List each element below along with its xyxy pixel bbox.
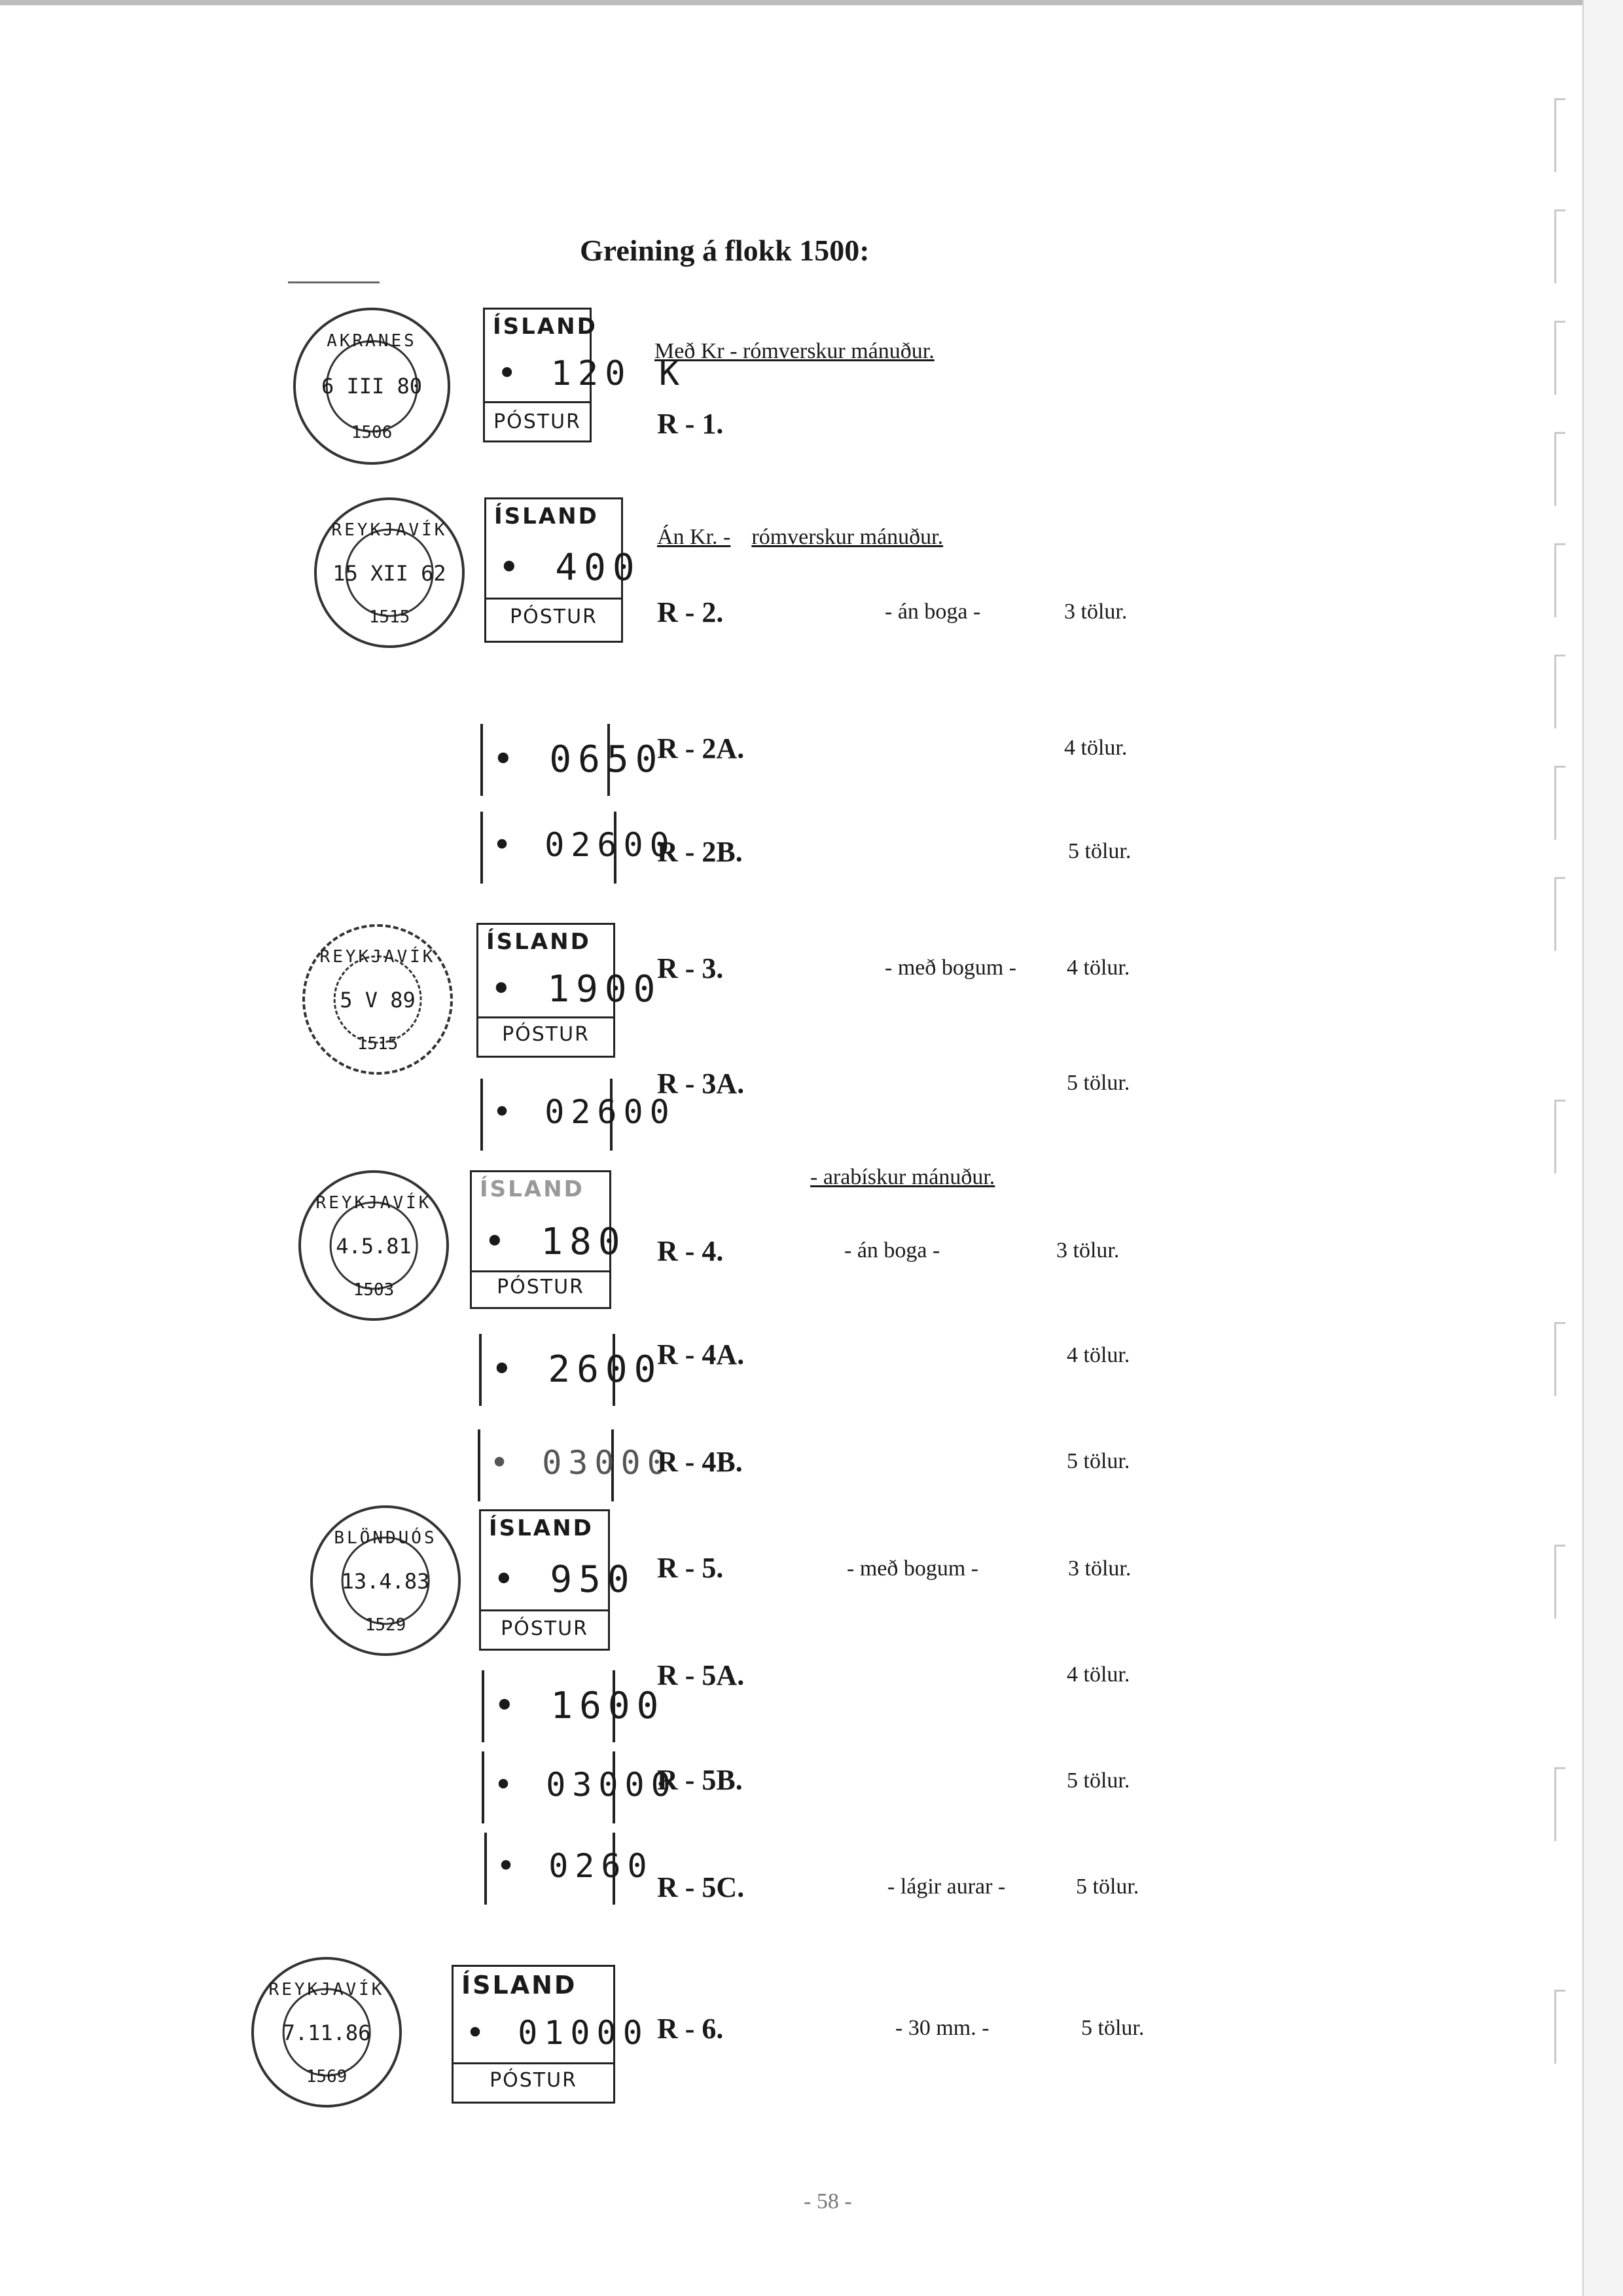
page-number: - 58 -	[804, 2189, 852, 2214]
row-detail: - án boga -	[844, 1238, 940, 1263]
row-label: R - 5C.	[657, 1871, 745, 1903]
postmark-town: REYKJAVÍK	[319, 947, 436, 967]
meter-country: ÍSLAND	[480, 1176, 584, 1202]
margin-bracket	[1554, 1545, 1565, 1619]
postmark-date: 4.5.81	[336, 1234, 412, 1259]
meter-country: ÍSLAND	[489, 1515, 594, 1541]
page-right-edge	[1582, 0, 1623, 2296]
meter-footer: PÓSTUR	[501, 1617, 588, 1640]
row-label: R - 2A.	[657, 732, 745, 764]
row-label: R - 5A.	[657, 1659, 745, 1691]
row-detail: - 30 mm. -	[895, 2016, 990, 2040]
postmark-date: 7.11.86	[282, 2020, 371, 2046]
meter-country: ÍSLAND	[486, 929, 591, 955]
postmark-code: 1569	[306, 2067, 348, 2087]
row-label: R - 6.	[657, 2013, 724, 2045]
value-strip-r3a	[480, 1079, 676, 1151]
row-detail: - án boga -	[885, 600, 981, 624]
heading-an-kr	[657, 525, 943, 550]
meter-stamp-r4	[470, 1170, 627, 1309]
meter-footer: PÓSTUR	[493, 410, 581, 433]
margin-bracket	[1554, 1322, 1565, 1396]
row-label: R - 4A.	[657, 1338, 745, 1371]
faint-rule	[288, 281, 380, 283]
row-count: 3 tölur.	[1056, 1238, 1120, 1263]
margin-bracket	[1554, 432, 1565, 506]
strip-value: • 03000	[490, 1444, 673, 1482]
heading-kr-roman: Með Kr - rómverskur mánuður.	[654, 339, 935, 363]
strip-value: • 1600	[493, 1685, 666, 1727]
meter-country: ÍSLAND	[494, 503, 599, 529]
value-strip-r5c	[484, 1833, 654, 1905]
meter-stamp-r5	[479, 1509, 636, 1651]
row-detail: - með bogum -	[847, 1556, 979, 1581]
strip-value: • 02600	[492, 1093, 676, 1131]
row-count: 5 tölur.	[1076, 1874, 1139, 1899]
postmark-akranes	[293, 308, 450, 465]
postmark-town: REYKJAVÍK	[331, 520, 448, 541]
row-detail: - lágir aurar -	[887, 1874, 1006, 1899]
postmark-reykjavik-30mm	[251, 1957, 402, 2108]
postmark-town: AKRANES	[327, 331, 417, 351]
meter-stamp-r3	[476, 923, 662, 1058]
row-label: R - 3.	[657, 952, 724, 984]
postmark-blonduos	[310, 1505, 461, 1656]
meter-footer: PÓSTUR	[510, 605, 597, 628]
margin-bracket	[1554, 1767, 1565, 1841]
meter-footer: PÓSTUR	[502, 1023, 590, 1046]
strip-value: • 03000	[493, 1766, 677, 1804]
row-label: R - 2.	[657, 596, 724, 628]
meter-footer: PÓSTUR	[497, 1276, 584, 1299]
meter-country: ÍSLAND	[493, 314, 597, 340]
postmark-town: BLÖNDUÓS	[334, 1528, 437, 1549]
value-strip-r4b	[478, 1429, 673, 1501]
postmark-reykjavik-faint	[302, 924, 453, 1075]
value-strip-r4a	[479, 1334, 663, 1406]
row-label: R - 3A.	[657, 1067, 745, 1100]
page-title: Greining á flokk 1500:	[580, 234, 870, 267]
value-strip-r2b	[480, 812, 676, 884]
meter-footer: PÓSTUR	[490, 2069, 577, 2092]
postmark-date: 6 III 80	[321, 374, 423, 399]
postmark-code: 1506	[351, 422, 393, 442]
postmark-code: 1503	[353, 1280, 395, 1300]
margin-bracket	[1554, 877, 1565, 951]
row-label: R - 2B.	[657, 836, 743, 868]
margin-bracket	[1554, 98, 1565, 172]
postmark-reykjavik	[314, 497, 465, 648]
row-count: 5 tölur.	[1067, 1768, 1130, 1793]
strip-value: • 2600	[491, 1348, 663, 1391]
meter-stamp-r2	[484, 497, 641, 643]
row-count: 3 tölur.	[1064, 600, 1128, 624]
row-label: R - 5B.	[657, 1764, 743, 1796]
row-count: 5 tölur.	[1067, 1071, 1130, 1095]
row-count: 3 tölur.	[1068, 1556, 1132, 1581]
postmark-reykjavik-arabic	[298, 1170, 449, 1321]
postmark-code: 1529	[365, 1615, 406, 1636]
postmark-town: REYKJAVÍK	[315, 1193, 432, 1213]
row-detail: - með bogum -	[885, 956, 1017, 980]
postmark-date: 15 XII 62	[332, 561, 446, 586]
row-label: R - 5.	[657, 1552, 724, 1584]
margin-bracket	[1554, 1990, 1565, 2064]
margin-bracket	[1554, 209, 1565, 283]
strip-value: • 0260	[496, 1847, 654, 1885]
postmark-code: 1515	[368, 607, 410, 628]
margin-bracket	[1554, 655, 1565, 728]
meter-stamp-r6	[452, 1965, 649, 2104]
value-strip-r5b	[482, 1751, 677, 1823]
margin-bracket	[1554, 543, 1565, 617]
margin-bracket	[1554, 321, 1565, 395]
value-strip-r5a	[482, 1670, 666, 1742]
meter-stamp-r1	[483, 308, 687, 442]
postmark-code: 1515	[357, 1034, 399, 1054]
meter-value: • 120 K	[497, 354, 687, 393]
heading-an-kr-prefix: Án Kr. -	[657, 525, 731, 549]
page-top-border	[0, 0, 1623, 5]
row-count: 5 tölur.	[1081, 2016, 1145, 2040]
row-label: R - 1.	[657, 408, 724, 440]
postmark-date: 5 V 89	[340, 988, 416, 1013]
row-count: 4 tölur.	[1067, 1343, 1130, 1367]
row-label: R - 4.	[657, 1235, 724, 1267]
meter-value: • 950	[493, 1558, 636, 1601]
meter-value: • 400	[498, 547, 641, 589]
meter-country: ÍSLAND	[461, 1971, 577, 2000]
meter-value: • 180	[484, 1221, 627, 1263]
heading-arabic: - arabískur mánuður.	[810, 1165, 995, 1189]
row-count: 5 tölur.	[1067, 1449, 1130, 1473]
strip-value: • 02600	[492, 826, 676, 864]
strip-value: • 0650	[492, 738, 664, 781]
meter-value: • 01000	[465, 2014, 649, 2052]
row-count: 4 tölur.	[1067, 956, 1130, 980]
value-strip-r2a	[480, 724, 664, 796]
margin-bracket	[1554, 1100, 1565, 1174]
row-label: R - 4B.	[657, 1446, 743, 1478]
row-count: 4 tölur.	[1064, 736, 1128, 760]
postmark-date: 13.4.83	[341, 1569, 430, 1594]
row-count: 5 tölur.	[1068, 839, 1132, 863]
meter-value: • 1900	[490, 968, 662, 1011]
postmark-town: REYKJAVÍK	[268, 1980, 385, 2000]
row-count: 4 tölur.	[1067, 1662, 1130, 1687]
heading-an-kr-roman: rómverskur mánuður.	[751, 525, 944, 549]
margin-bracket	[1554, 766, 1565, 840]
